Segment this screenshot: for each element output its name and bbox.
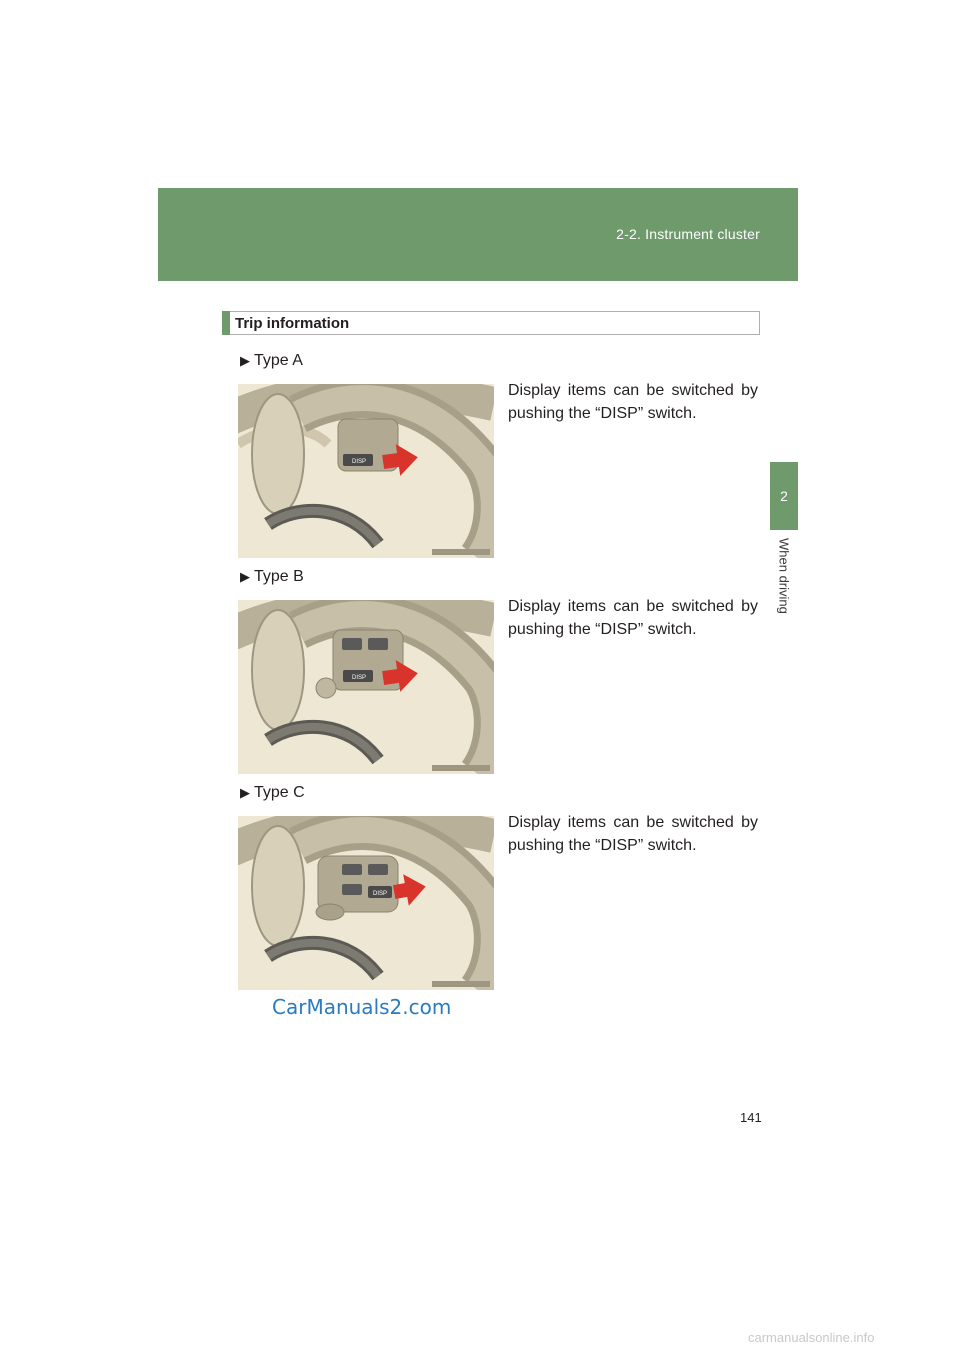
type-b-description: Display items can be switched by pushing the “DISP” switch.	[508, 598, 758, 638]
type-c-description: Display items can be switched by pushing the “DISP” switch.	[508, 814, 758, 854]
triangle-bullet-icon: ▶	[240, 569, 250, 584]
type-a-label	[240, 352, 303, 370]
type-a-steering-wheel-image	[238, 384, 494, 558]
type-c-label-text: Type C	[254, 784, 305, 801]
type-c-steering-wheel-image	[238, 816, 494, 990]
chapter-number: 2	[780, 488, 788, 504]
heading-accent-bar	[222, 311, 230, 335]
type-b-label	[240, 568, 304, 586]
disp-switch-text: DISP	[352, 675, 367, 681]
chapter-label: When driving	[776, 538, 792, 614]
disp-switch-text: DISP	[352, 459, 367, 465]
type-a-label-text: Type A	[254, 352, 303, 369]
type-b-label-text: Type B	[254, 568, 304, 585]
section-heading-text: Trip information	[235, 315, 350, 332]
footer-watermark: carmanualsonline.info	[748, 1330, 875, 1345]
section-heading	[222, 311, 760, 335]
page-number: 141	[740, 1110, 762, 1125]
header-band	[158, 188, 798, 281]
triangle-bullet-icon: ▶	[240, 353, 250, 368]
chapter-tab	[770, 462, 798, 530]
header-section-title: 2-2. Instrument cluster	[616, 226, 760, 242]
disp-switch-text: DISP	[373, 891, 388, 897]
type-b-steering-wheel-image	[238, 600, 494, 774]
triangle-bullet-icon: ▶	[240, 785, 250, 800]
watermark-logo: CarManuals2.com	[272, 995, 452, 1019]
type-c-label	[240, 784, 305, 802]
type-a-description: Display items can be switched by pushing the “DISP” switch.	[508, 382, 758, 422]
